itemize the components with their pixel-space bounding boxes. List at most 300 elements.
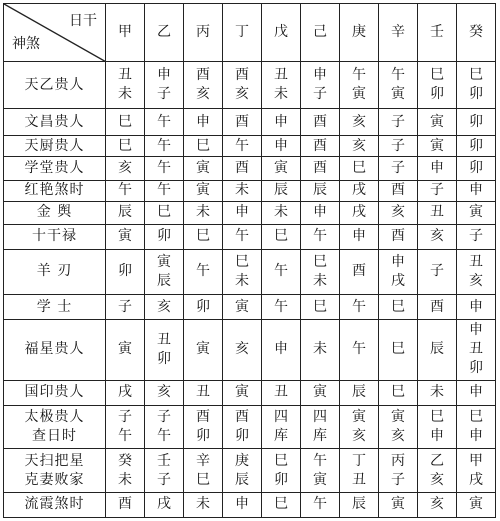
value-cell [340,492,379,517]
value-char: 寅 [391,496,405,513]
value-char: 午 [157,182,171,199]
value-char: 子 [391,137,405,154]
value-char: 寅 [352,86,366,103]
value-cell [223,405,262,449]
value-char: 午 [235,137,249,154]
value-cell [340,380,379,405]
value-cell [223,320,262,380]
value-cell [106,156,145,180]
value-cell [457,295,496,320]
corner-cell [4,4,106,62]
value-cell [184,295,223,320]
value-char: 酉 [391,182,405,199]
value-char: 酉 [352,263,366,280]
value-char: 子 [118,298,132,315]
table-row [4,156,496,180]
value-char: 辰 [235,471,249,488]
row-label-line: 福星贵人 [24,341,85,358]
value-char: 巳 [196,471,210,488]
value-char: 辰 [274,182,288,199]
value-char: 子 [118,408,132,425]
value-cell [184,180,223,201]
value-char: 壬 [157,452,171,469]
value-cell [301,492,340,517]
value-cell [418,156,457,180]
value-cell [457,320,496,380]
row-label-cell [4,249,106,295]
value-char: 丙 [391,452,405,469]
value-cell [418,295,457,320]
value-char: 卯 [274,471,288,488]
value-char: 亥 [391,427,405,444]
value-char: 申 [352,228,366,245]
table-row [4,180,496,201]
value-cell [340,109,379,136]
corner-top-label: 日干 [69,13,97,29]
value-cell [457,380,496,405]
value-cell [379,249,418,295]
value-cell [301,201,340,224]
value-char: 辰 [118,204,132,221]
value-char: 库 [313,427,327,444]
corner-bottom-label: 神煞 [12,36,40,53]
table-row [4,449,496,493]
value-cell [184,224,223,249]
value-char: 亥 [430,228,444,245]
value-char: 寅 [235,384,249,401]
value-cell [145,136,184,157]
value-cell [262,136,301,157]
table-row [4,201,496,224]
value-cell [379,405,418,449]
row-label-cell [4,180,106,201]
value-char: 寅 [274,159,288,176]
value-cell [418,224,457,249]
value-char: 寅 [313,471,327,488]
value-cell [379,449,418,493]
table-row [4,320,496,380]
value-char: 卯 [196,427,210,444]
value-cell [184,201,223,224]
value-cell [145,224,184,249]
value-char: 午 [313,496,327,513]
value-cell [262,109,301,136]
value-char: 亥 [469,272,483,289]
value-cell [301,295,340,320]
value-cell [418,180,457,201]
value-cell [301,109,340,136]
value-char: 丑 [274,384,288,401]
value-cell [223,295,262,320]
value-char: 申 [469,298,483,315]
value-char: 巳 [430,67,444,84]
value-char: 寅 [196,182,210,199]
value-char: 申 [196,113,210,130]
value-char: 亥 [430,471,444,488]
table-row [4,62,496,109]
value-char: 四 [274,408,288,425]
value-char: 寅 [196,159,210,176]
value-char: 子 [391,471,405,488]
value-char: 戌 [157,496,171,513]
value-char: 丑 [352,471,366,488]
value-char: 寅 [430,137,444,154]
value-char: 申 [274,137,288,154]
value-cell [301,320,340,380]
value-char: 申 [274,341,288,358]
value-char: 酉 [196,408,210,425]
value-cell [301,156,340,180]
stem-header-cell: 甲 [106,4,145,62]
row-label-line: 羊 刃 [36,263,73,280]
value-char: 丑 [469,253,483,270]
value-cell [301,136,340,157]
value-char: 午 [313,452,327,469]
value-char: 未 [430,384,444,401]
value-char: 申 [157,67,171,84]
row-label-cell [4,320,106,380]
value-char: 辰 [352,496,366,513]
value-char: 寅 [352,408,366,425]
value-char: 子 [391,113,405,130]
value-cell [457,224,496,249]
value-cell [457,492,496,517]
value-char: 巳 [274,228,288,245]
value-char: 巳 [469,408,483,425]
value-char: 巳 [196,137,210,154]
value-cell [379,109,418,136]
value-char: 戌 [118,384,132,401]
value-cell [145,320,184,380]
value-char: 申 [430,427,444,444]
value-cell [223,180,262,201]
value-cell [145,249,184,295]
value-char: 酉 [235,113,249,130]
value-char: 巳 [469,67,483,84]
table-row [4,380,496,405]
value-cell [223,136,262,157]
value-cell [418,249,457,295]
value-cell [262,249,301,295]
value-char: 亥 [118,159,132,176]
value-cell [262,449,301,493]
value-cell [457,136,496,157]
value-char: 酉 [313,113,327,130]
value-cell [106,201,145,224]
value-char: 午 [352,341,366,358]
row-label-cell [4,295,106,320]
value-char: 癸 [118,452,132,469]
value-cell [145,156,184,180]
value-cell [262,405,301,449]
row-label-line: 学堂贵人 [24,159,85,176]
value-cell [106,449,145,493]
value-char: 午 [274,298,288,315]
row-label-line: 金 舆 [36,204,73,221]
value-char: 申 [469,182,483,199]
value-char: 未 [235,272,249,289]
value-cell [262,224,301,249]
value-char: 申 [274,113,288,130]
value-cell [340,156,379,180]
value-char: 巳 [196,228,210,245]
value-char: 丑 [118,67,132,84]
stem-header-cell: 庚 [340,4,379,62]
value-char: 辰 [430,341,444,358]
value-char: 巳 [118,137,132,154]
value-char: 午 [196,263,210,280]
value-cell [184,449,223,493]
value-char: 戌 [352,182,366,199]
value-cell [340,320,379,380]
value-char: 子 [313,86,327,103]
value-cell [145,449,184,493]
value-char: 库 [274,427,288,444]
value-char: 卯 [235,427,249,444]
value-cell [379,201,418,224]
value-char: 卯 [469,113,483,130]
row-label-line: 文昌贵人 [24,113,85,130]
value-char: 丑 [157,331,171,348]
value-char: 戌 [469,471,483,488]
value-cell [184,405,223,449]
value-char: 丑 [469,341,483,358]
value-cell [379,295,418,320]
value-cell [106,109,145,136]
value-char: 寅 [118,341,132,358]
value-cell [223,109,262,136]
value-cell [106,320,145,380]
value-char: 卯 [469,86,483,103]
header-row [4,4,496,62]
row-label-line: 太极贵人 [24,408,85,425]
row-label-cell [4,136,106,157]
value-cell [145,201,184,224]
table-body [4,4,496,518]
value-cell [184,62,223,109]
value-cell [106,405,145,449]
value-cell [223,380,262,405]
value-cell [379,380,418,405]
value-char: 丁 [352,452,366,469]
value-cell [301,380,340,405]
value-cell [223,249,262,295]
value-cell [457,62,496,109]
value-char: 申 [469,427,483,444]
value-cell [340,180,379,201]
value-char: 寅 [235,298,249,315]
value-char: 子 [157,86,171,103]
value-cell [379,224,418,249]
value-char: 午 [118,427,132,444]
value-cell [184,156,223,180]
value-char: 午 [157,113,171,130]
value-char: 巳 [157,204,171,221]
value-cell [301,62,340,109]
value-cell [457,180,496,201]
value-cell [184,109,223,136]
value-char: 亥 [235,86,249,103]
value-cell [340,136,379,157]
value-char: 亥 [157,298,171,315]
value-char: 寅 [157,253,171,270]
value-char: 未 [118,86,132,103]
stem-header-cell: 癸 [457,4,496,62]
value-char: 亥 [157,384,171,401]
value-cell [379,180,418,201]
value-char: 酉 [118,496,132,513]
value-char: 寅 [391,86,405,103]
value-cell [418,62,457,109]
value-char: 午 [352,67,366,84]
value-cell [457,156,496,180]
value-char: 巳 [391,384,405,401]
value-cell [106,180,145,201]
value-cell [340,224,379,249]
value-cell [145,180,184,201]
value-char: 酉 [313,137,327,154]
table-row [4,109,496,136]
row-label-cell [4,449,106,493]
value-char: 巳 [352,159,366,176]
value-char: 午 [157,427,171,444]
value-cell [418,136,457,157]
value-char: 亥 [352,427,366,444]
value-cell [145,380,184,405]
value-char: 巳 [235,253,249,270]
stem-header-cell: 壬 [418,4,457,62]
value-char: 子 [469,228,483,245]
value-cell [301,249,340,295]
table-row [4,295,496,320]
value-cell [106,136,145,157]
value-char: 四 [313,408,327,425]
value-cell [184,249,223,295]
value-char: 酉 [391,228,405,245]
value-char: 酉 [313,159,327,176]
stem-header-cell: 丁 [223,4,262,62]
value-char: 卯 [469,360,483,377]
value-char: 申 [313,204,327,221]
value-cell [379,492,418,517]
row-label-line: 红艳煞时 [24,182,85,199]
value-cell [418,320,457,380]
value-char: 酉 [430,298,444,315]
value-char: 未 [118,471,132,488]
value-cell [340,201,379,224]
value-char: 庚 [235,452,249,469]
value-char: 未 [274,204,288,221]
shensha-table [3,3,496,518]
value-cell [106,295,145,320]
value-char: 子 [157,408,171,425]
value-char: 申 [469,384,483,401]
value-char: 酉 [196,67,210,84]
value-cell [262,62,301,109]
row-label-line: 十干禄 [32,228,77,245]
value-cell [418,405,457,449]
value-char: 巳 [430,408,444,425]
value-char: 寅 [430,113,444,130]
value-char: 未 [313,272,327,289]
value-char: 辛 [196,452,210,469]
value-cell [340,449,379,493]
value-cell [340,249,379,295]
value-char: 巳 [274,452,288,469]
value-cell [340,405,379,449]
value-cell [418,109,457,136]
value-char: 寅 [469,496,483,513]
value-cell [457,109,496,136]
row-label-line: 天厨贵人 [24,137,85,154]
value-char: 卯 [469,137,483,154]
value-cell [301,449,340,493]
value-char: 午 [157,137,171,154]
value-char: 午 [391,67,405,84]
value-cell [262,156,301,180]
value-cell [223,449,262,493]
row-label-line: 学 士 [36,298,73,315]
value-cell [301,180,340,201]
value-char: 午 [235,228,249,245]
value-cell [262,201,301,224]
value-char: 午 [274,263,288,280]
table-row [4,136,496,157]
row-label-cell [4,62,106,109]
value-cell [262,180,301,201]
value-cell [223,492,262,517]
value-char: 巳 [391,341,405,358]
row-label-line: 克妻败家 [24,471,85,488]
value-char: 子 [391,159,405,176]
row-label-cell [4,201,106,224]
stem-header-cell: 乙 [145,4,184,62]
value-char: 申 [430,159,444,176]
table-row [4,405,496,449]
value-char: 未 [235,182,249,199]
row-label-cell [4,492,106,517]
stem-header-cell: 己 [301,4,340,62]
value-char: 酉 [235,159,249,176]
value-char: 申 [235,204,249,221]
value-cell [379,62,418,109]
value-char: 申 [235,496,249,513]
value-char: 申 [469,322,483,339]
value-char: 午 [313,228,327,245]
value-char: 亥 [196,86,210,103]
value-char: 巳 [391,298,405,315]
value-char: 未 [196,204,210,221]
value-char: 寅 [391,408,405,425]
value-char: 亥 [430,496,444,513]
value-cell [340,62,379,109]
value-cell [418,449,457,493]
value-cell [106,249,145,295]
row-label-cell [4,224,106,249]
value-cell [379,320,418,380]
value-cell [418,380,457,405]
row-label-cell [4,156,106,180]
value-cell [106,224,145,249]
value-char: 未 [274,86,288,103]
value-char: 酉 [235,408,249,425]
value-cell [106,380,145,405]
row-label-line: 天扫把星 [24,452,85,469]
row-label-line: 国印贵人 [24,384,85,401]
value-char: 戌 [352,204,366,221]
value-cell [457,201,496,224]
row-label-line: 查日时 [32,427,77,444]
